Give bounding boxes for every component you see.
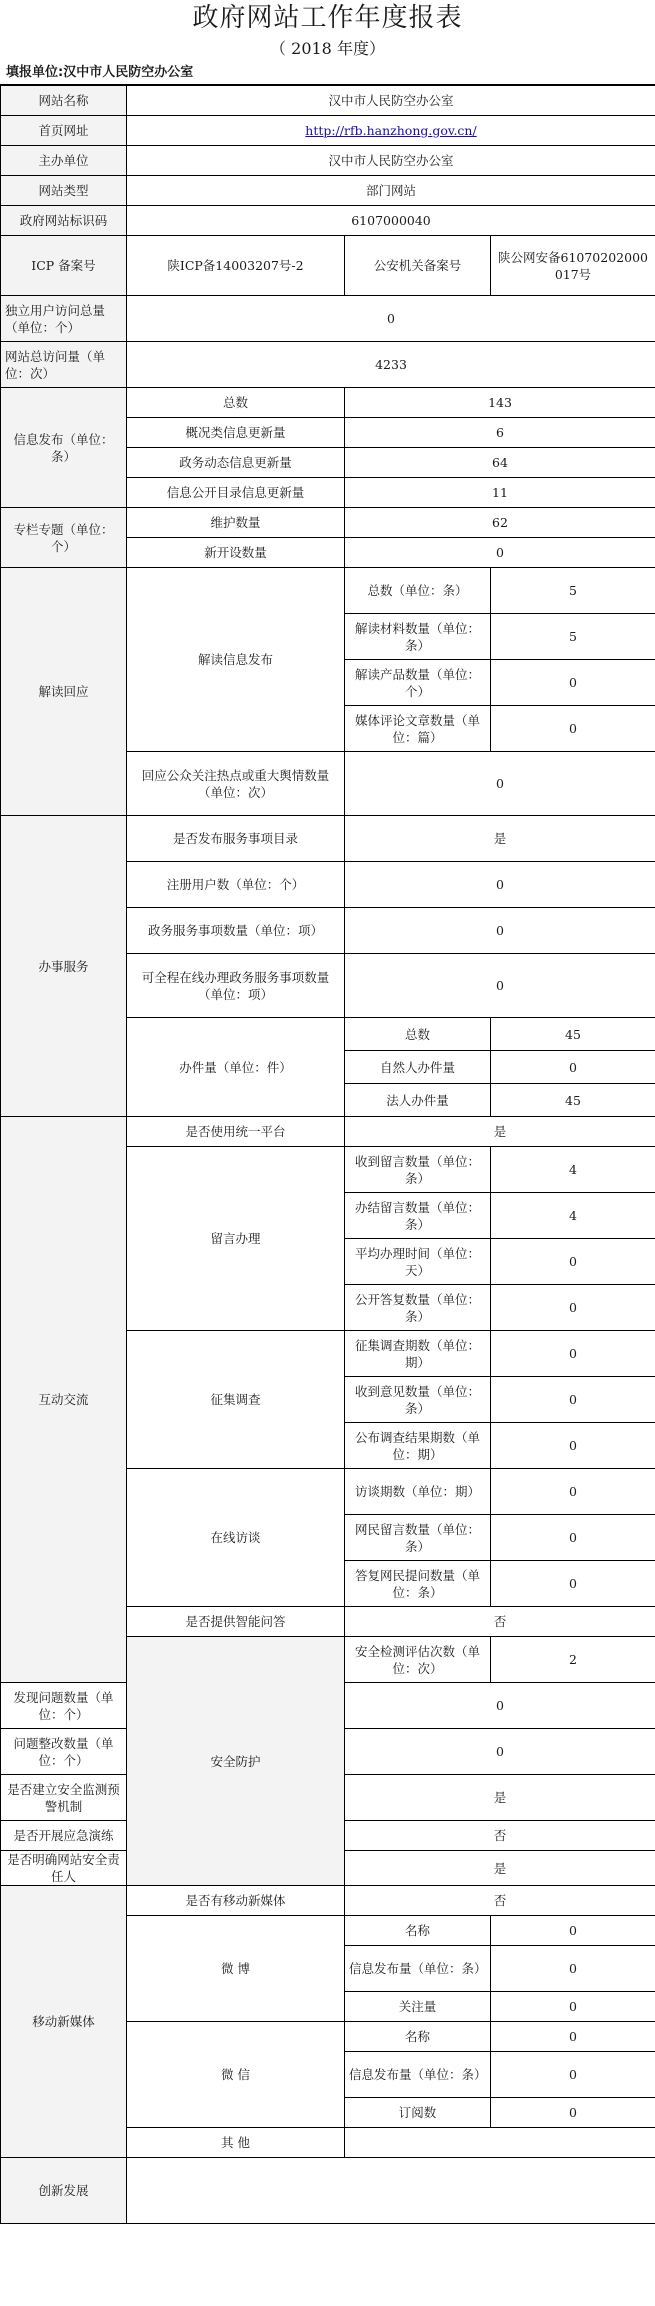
wechat-pub-label: 信息发布量（单位：条） — [345, 2052, 491, 2098]
weibo-pub-label: 信息发布量（单位：条） — [345, 1946, 491, 1992]
row-innovation — [1, 2158, 655, 2224]
security-found-label: 发现问题数量（单位：个） — [1, 1683, 127, 1729]
interact-section-label: 互动交流 — [1, 1117, 127, 1683]
service-natural-value: 0 — [491, 1051, 655, 1084]
host-label: 主办单位 — [1, 146, 127, 176]
site-type-value: 部门网站 — [127, 176, 655, 206]
row-service-catalog — [1, 816, 655, 862]
uv-label: 独立用户访问总量（单位：个） — [1, 296, 127, 342]
interact-done-value: 4 — [491, 1193, 655, 1239]
row-host — [1, 146, 655, 176]
interact-ai-label: 是否提供智能问答 — [127, 1607, 345, 1637]
wechat-label: 微 信 — [127, 2022, 345, 2128]
interpret-respond-value: 0 — [345, 752, 655, 816]
security-found-value: 0 — [345, 1683, 655, 1729]
weibo-follow-value: 0 — [491, 1992, 655, 2022]
uv-value: 0 — [127, 296, 655, 342]
interact-answer-value: 0 — [491, 1561, 655, 1607]
service-items-value: 0 — [345, 908, 655, 954]
column-new-label: 新开设数量 — [127, 538, 345, 568]
row-site-type — [1, 176, 655, 206]
service-online-value: 0 — [345, 954, 655, 1018]
psb-label: 公安机关备案号 — [345, 236, 491, 296]
interact-reply-label: 公开答复数量（单位：条） — [345, 1285, 491, 1331]
security-duty-value: 是 — [345, 1851, 655, 1886]
interact-avg-label: 平均办理时间（单位：天） — [345, 1239, 491, 1285]
row-home-url — [1, 116, 655, 146]
column-new-value: 0 — [345, 538, 655, 568]
security-check-label: 安全检测评估次数（单位：次） — [345, 1637, 491, 1683]
publish-open-value: 11 — [345, 478, 655, 508]
publish-news-value: 64 — [345, 448, 655, 478]
security-monitor-value: 是 — [345, 1775, 655, 1821]
row-interpret-total — [1, 568, 655, 614]
weibo-follow-label: 关注量 — [345, 1992, 491, 2022]
service-legal-label: 法人办件量 — [345, 1084, 491, 1117]
interact-netmsg-value: 0 — [491, 1515, 655, 1561]
weibo-name-value: 0 — [491, 1916, 655, 1946]
weibo-label: 微 博 — [127, 1916, 345, 2022]
interpret-product-label: 解读产品数量（单位：个） — [345, 660, 491, 706]
interpret-media-value: 0 — [491, 706, 655, 752]
weibo-pub-value: 0 — [491, 1946, 655, 1992]
service-handled-total-label: 总数 — [345, 1018, 491, 1051]
icp-value: 陕ICP备14003207号-2 — [127, 236, 345, 296]
row-uv — [1, 296, 655, 342]
publish-section-label: 信息发布（单位：条） — [1, 388, 127, 508]
interact-talk-label: 在线访谈 — [127, 1469, 345, 1607]
interact-ai-value: 否 — [345, 1607, 655, 1637]
site-name-value: 汉中市人民防空办公室 — [127, 86, 655, 116]
publish-overview-label: 概况类信息更新量 — [127, 418, 345, 448]
pv-value: 4233 — [127, 342, 655, 388]
innovation-label: 创新发展 — [1, 2158, 127, 2224]
row-icp — [1, 236, 655, 296]
interact-received-label: 收到留言数量（单位：条） — [345, 1147, 491, 1193]
wechat-pub-value: 0 — [491, 2052, 655, 2098]
interact-netmsg-label: 网民留言数量（单位：条） — [345, 1515, 491, 1561]
home-url-label: 首页网址 — [1, 116, 127, 146]
site-id-value: 6107000040 — [127, 206, 655, 236]
interpret-release-label: 解读信息发布 — [127, 568, 345, 752]
row-site-name — [1, 86, 655, 116]
publish-news-label: 政务动态信息更新量 — [127, 448, 345, 478]
publish-total-label: 总数 — [127, 388, 345, 418]
interact-result-label: 公布调查结果期数（单位：期） — [345, 1423, 491, 1469]
site-type-label: 网站类型 — [1, 176, 127, 206]
service-section-label: 办事服务 — [1, 816, 127, 1117]
security-fixed-label: 问题整改数量（单位：个） — [1, 1729, 127, 1775]
interact-talk-count-value: 0 — [491, 1469, 655, 1515]
interpret-total-value: 5 — [491, 568, 655, 614]
interpret-respond-label: 回应公众关注热点或重大舆情数量（单位：次） — [127, 752, 345, 816]
security-fixed-value: 0 — [345, 1729, 655, 1775]
service-items-label: 政务服务事项数量（单位：项） — [127, 908, 345, 954]
service-users-label: 注册用户数（单位：个） — [127, 862, 345, 908]
row-interact-platform — [1, 1117, 655, 1147]
interpret-total-label: 总数（单位：条） — [345, 568, 491, 614]
wechat-name-label: 名称 — [345, 2022, 491, 2052]
host-value: 汉中市人民防空办公室 — [127, 146, 655, 176]
interact-answer-label: 答复网民提问数量（单位：条） — [345, 1561, 491, 1607]
interpret-material-value: 5 — [491, 614, 655, 660]
service-catalog-value: 是 — [345, 816, 655, 862]
wechat-sub-label: 订阅数 — [345, 2098, 491, 2128]
service-handled-label: 办件量（单位：件） — [127, 1018, 345, 1117]
media-has-value: 否 — [345, 1886, 655, 1916]
security-drill-label: 是否开展应急演练 — [1, 1821, 127, 1851]
media-has-label: 是否有移动新媒体 — [127, 1886, 345, 1916]
service-catalog-label: 是否发布服务事项目录 — [127, 816, 345, 862]
security-monitor-label: 是否建立安全监测预警机制 — [1, 1775, 127, 1821]
interact-done-label: 办结留言数量（单位：条） — [345, 1193, 491, 1239]
interact-survey-label: 征集调查 — [127, 1331, 345, 1469]
site-name-label: 网站名称 — [1, 86, 127, 116]
publish-overview-value: 6 — [345, 418, 655, 448]
service-natural-label: 自然人办件量 — [345, 1051, 491, 1084]
row-media-has — [1, 1886, 655, 1916]
wechat-name-value: 0 — [491, 2022, 655, 2052]
service-legal-value: 45 — [491, 1084, 655, 1117]
interact-opinion-label: 收到意见数量（单位：条） — [345, 1377, 491, 1423]
interact-platform-value: 是 — [345, 1117, 655, 1147]
pv-label: 网站总访问量（单位：次） — [1, 342, 127, 388]
interact-received-value: 4 — [491, 1147, 655, 1193]
publish-total-value: 143 — [345, 388, 655, 418]
service-users-value: 0 — [345, 862, 655, 908]
home-url-cell — [127, 116, 655, 146]
column-maintain-label: 维护数量 — [127, 508, 345, 538]
column-maintain-value: 62 — [345, 508, 655, 538]
interpret-material-label: 解读材料数量（单位：条） — [345, 614, 491, 660]
wechat-sub-value: 0 — [491, 2098, 655, 2128]
service-online-label: 可全程在线办理政务服务事项数量（单位：项） — [127, 954, 345, 1018]
interact-talk-count-label: 访谈期数（单位：期） — [345, 1469, 491, 1515]
icp-label: ICP 备案号 — [1, 236, 127, 296]
innovation-value — [127, 2158, 655, 2224]
media-other-label: 其 他 — [127, 2128, 345, 2158]
weibo-name-label: 名称 — [345, 1916, 491, 1946]
security-duty-label: 是否明确网站安全责任人 — [1, 1851, 127, 1886]
interpret-product-value: 0 — [491, 660, 655, 706]
interact-survey-count-label: 征集调查期数（单位：期） — [345, 1331, 491, 1377]
media-section-label: 移动新媒体 — [1, 1886, 127, 2158]
interact-result-value: 0 — [491, 1423, 655, 1469]
security-drill-value: 否 — [345, 1821, 655, 1851]
report-title: 政府网站工作年度报表 — [192, 3, 463, 33]
home-url-link[interactable]: http://rfb.hanzhong.gov.cn/ — [305, 123, 477, 138]
row-pv — [1, 342, 655, 388]
publish-open-label: 信息公开目录信息更新量 — [127, 478, 345, 508]
filler-unit: 填报单位:汉中市人民防空办公室 — [0, 62, 655, 85]
media-other-value — [345, 2128, 655, 2158]
interact-reply-value: 0 — [491, 1285, 655, 1331]
report-table — [0, 85, 655, 2224]
interpret-section-label: 解读回应 — [1, 568, 127, 816]
interact-survey-count-value: 0 — [491, 1331, 655, 1377]
column-section-label: 专栏专题（单位：个） — [1, 508, 127, 568]
row-column-maintain — [1, 508, 655, 538]
row-site-id — [1, 206, 655, 236]
interact-avg-value: 0 — [491, 1239, 655, 1285]
report-year: （ 2018 年度） — [270, 39, 385, 58]
interpret-media-label: 媒体评论文章数量（单位：篇） — [345, 706, 491, 752]
interact-opinion-value: 0 — [491, 1377, 655, 1423]
security-section-label: 安全防护 — [127, 1637, 345, 1886]
interact-msg-label: 留言办理 — [127, 1147, 345, 1331]
service-handled-total-value: 45 — [491, 1018, 655, 1051]
row-publish-total — [1, 388, 655, 418]
site-id-label: 政府网站标识码 — [1, 206, 127, 236]
psb-value: 陕公网安备61070202000017号 — [491, 236, 655, 296]
security-check-value: 2 — [491, 1637, 655, 1683]
interact-platform-label: 是否使用统一平台 — [127, 1117, 345, 1147]
